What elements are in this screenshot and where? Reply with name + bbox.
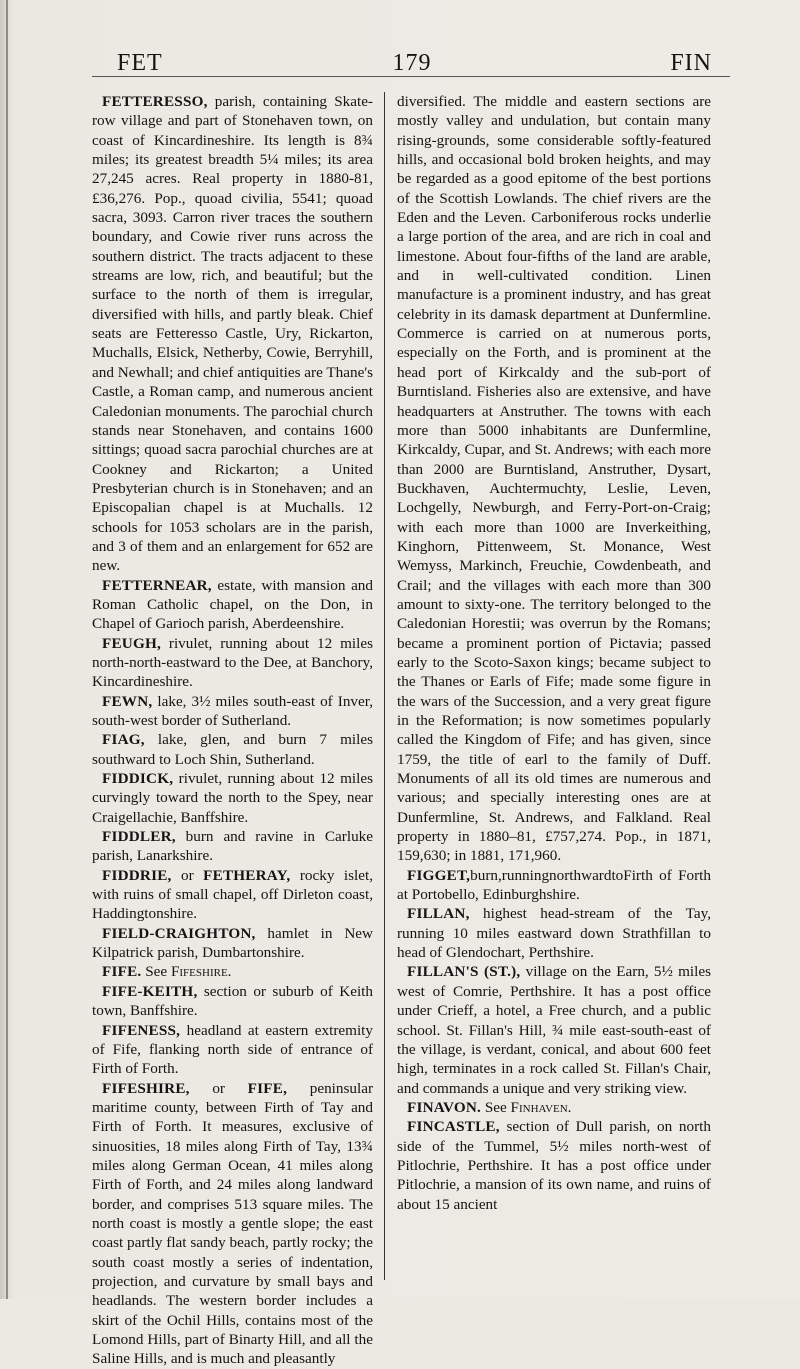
gazetteer-entry — [397, 866, 711, 905]
entry-text: village on the Earn, 5½ miles west of Comrie, Perthshire. It has a post office under Crieff, a hotel, a Free church, and a public school. St. Fillan's Hill, ¾ mile east-south-east of the village, is verdant, conical, and about 600 feet high, terminates in a rock called St. Fillan's Chair, and commands a unique and very striking view. — [397, 963, 711, 1097]
entry-cross-reference: Fifeshire. — [170, 963, 232, 981]
entry-text: diversified. The middle and eastern sections are mostly valley and undulation, but contain many rising-grounds, some considerable softly-featured hills, and occasional bold broken heights, and may be regarded as a good epitome of the best portions of the Scottish Lowlands. The chief rivers are the Eden and the Leven. Carboniferous rocks underlie a large portion of the area, and are rich in coal and limestone. About four-fifths of the land are arable, and in well-cultivated condition. Linen manufacture is a prominent industry, and has great celebrity in its damask department at Dunfermline. Commerce is carried on at numerous ports, especially on the Forth, and is prominent at the head port of Kirkcaldy and the sub-port of Burntisland. Fisheries also are extensive, and have headquarters at Anstruther. The towns with each more than 5000 inhabitants are Dunfermline, Kirkcaldy, Cupar, and St. Andrews; with each more than 2000 are Burntisland, Anstruther, Dysart, Buckhaven, Auchtermuchty, Leslie, Leven, Lochgelly, Newburgh, and Ferry-Port-on-Craig; with each more than 1000 are Inverkeithing, Kinghorn, Pittenweem, St. Monance, West Wemyss, Markinch, Freuchie, Cowdenbeath, and Crail; and the villages with each more than 300 amount to sixty-one. The territory belonged to the Caledonian Horestii; was overrun by the Romans; became a prominent portion of Pictavia; passed early to the Scoto-Saxon kings; became subject to the Thanes or Earls of Fife; made some figure in the wars of the Succession, and a very great figure in the Reformation; is now sometimes popularly called the Kingdom of Fife; and has given, since 1759, the title of earl to the family of Duff. Monuments of all its old times are numerous and various; and specially interesting ones are at Dunfermline, St. Andrews, and Falkland. Real property in 1880–81, £757,274. Pop., in 1871, 159,630; in 1881, 171,960. — [397, 93, 711, 865]
running-header — [92, 50, 732, 90]
entry-text: or — [171, 866, 204, 884]
entry-headword: FIDDRIE, — [102, 866, 172, 884]
entry-cross-reference: Finhaven. — [510, 1098, 572, 1116]
gazetteer-entry — [92, 634, 373, 692]
binding-gutter — [6, 0, 8, 1299]
gazetteer-entry — [92, 769, 373, 827]
right-column — [397, 92, 711, 1214]
entry-headword-alt: FIFE, — [247, 1079, 288, 1097]
entry-text: lake, glen, and burn 7 miles southward to Loch Shin, Sutherland. — [92, 731, 373, 768]
header-left-guide-word: FET — [117, 50, 163, 76]
gazetteer-entry — [92, 730, 373, 769]
gazetteer-entry — [92, 962, 373, 981]
entry-text: highest head-stream of the Tay, running 10 miles eastward down Strathfillan to head of Glendochart, Perthshire. — [397, 905, 711, 962]
gazetteer-entry — [92, 827, 373, 866]
entry-headword: FIGGET, — [407, 866, 471, 884]
entry-headword: FIFE-KEITH, — [102, 982, 198, 1000]
entry-text: parish, containing Skate-row village and part of Stonehaven town, on coast of Kincardineshire. Its length is 8¾ miles; its greatest breadth 5¼ miles; its area 27,245 acres. Real property in 1880-81, £36,276. Pop., quoad civilia, 5541; quoad sacra, 3093. Carron river traces the southern boundary, and Cowie river runs across the southern district. The tracts adjacent to these streams are low, rich, and beautiful; but the surface to the north of them is irregular, diversified with hills, and partly bleak. Chief seats are Fetteresso Castle, Ury, Rickarton, Muchalls, Elsick, Netherby, Cowie, Berryhill, and Newhall; and chief antiquities are Thane's Castle, a Roman camp, and numerous ancient Caledonian monuments. The parochial church stands near Stonehaven, and contains 1600 sittings; quoad sacra parochial churches are at Cookney and Rickarton; a United Presbyterian church is in Stonehaven; and an Episcopalian chapel is at Muchalls. 12 schools for 1053 scholars are in the parish, and 3 of them and an enlargement for 652 are new. — [92, 93, 373, 575]
entry-text: rivulet, running about 12 miles north-north-eastward to the Dee, at Banchory, Kincardineshire. — [92, 634, 373, 691]
entry-text: section or suburb of Keith town, Banffshire. — [92, 982, 373, 1020]
entry-headword: FINAVON. — [407, 1098, 482, 1116]
gazetteer-entry — [397, 904, 711, 962]
entry-headword: FIAG, — [102, 731, 145, 749]
entry-text: burn,runningnorthwardtoFirth of Forth at Portobello, Edinburghshire. — [397, 866, 711, 904]
entry-headword: FIELD-CRAIGHTON, — [102, 924, 256, 942]
entry-continuation — [397, 92, 711, 866]
gazetteer-entry — [397, 1098, 711, 1117]
entry-text: lake, 3½ miles south-east of Inver, south-west border of Sutherland. — [92, 692, 373, 729]
header-right-guide-word: FIN — [670, 50, 712, 76]
gazetteer-entry — [92, 692, 373, 731]
entry-headword: FILLAN, — [407, 905, 470, 923]
entry-text: estate, with mansion and Roman Catholic chapel, on the Don, in Chapel of Garioch parish, Aberdeenshire. — [92, 576, 373, 633]
gazetteer-entry — [397, 1117, 711, 1214]
entry-text: burn and ravine in Carluke parish, Lanarkshire. — [92, 828, 373, 865]
entry-text: headland at eastern extremity of Fife, flanking north side of entrance of Firth of Forth. — [92, 1021, 373, 1078]
entry-text: rocky islet, with ruins of small chapel, off Dirleton coast, Haddingtonshire. — [92, 866, 374, 923]
entry-headword: FIFE. — [102, 963, 142, 981]
entry-headword: FILLAN'S (ST.), — [407, 963, 521, 981]
gazetteer-entry — [92, 576, 373, 634]
entry-headword: FEUGH, — [102, 634, 161, 652]
entry-headword: FEWN, — [102, 692, 153, 710]
gazetteer-entry — [92, 866, 373, 924]
page-number: 179 — [392, 50, 432, 76]
entry-headword: FINCASTLE, — [407, 1118, 500, 1136]
gazetteer-entry — [92, 1021, 373, 1079]
entry-headword: FETTERESSO, — [102, 93, 208, 110]
entry-headword: FIDDICK, — [102, 770, 174, 788]
entry-headword: FIFENESS, — [102, 1021, 181, 1039]
header-rule — [92, 76, 730, 77]
column-divider — [384, 92, 385, 1280]
entry-text: See — [141, 963, 171, 981]
entry-text: or — [189, 1079, 248, 1097]
left-column — [92, 92, 373, 1369]
gazetteer-entry — [92, 982, 373, 1021]
gazetteer-entry — [92, 1079, 373, 1369]
entry-headword: FIDDLER, — [102, 828, 176, 846]
entry-text: See — [481, 1098, 511, 1116]
gazetteer-entry — [397, 962, 711, 1097]
entry-text: rivulet, running about 12 miles curvingly toward the north to the Spey, near Craigellachie, Banffshire. — [92, 770, 373, 826]
entry-text: section of Dull parish, on north side of the Tummel, 5½ miles north-west of Pitlochrie, Perthshire. It has a post office under Pitlochrie, a mansion of its own name, and ruins of about 15 ancient — [397, 1118, 711, 1213]
gazetteer-entry — [92, 924, 373, 963]
entry-headword: FETTERNEAR, — [102, 576, 212, 594]
entry-headword-alt: FETHERAY, — [203, 866, 291, 884]
entry-text: peninsular maritime county, between Firth of Tay and Firth of Forth. It measures, exclusive of sinuosities, 18 miles along Firth of Tay, 13¾ miles along German Ocean, 41 miles along Firth of Forth, and 24 miles along landward border, and comprises 513 square miles. The north coast is mostly a gentle slope; the east coast partly flat sandy beach, partly rocky; the south coast mostly a series of indentation, projection, and curvature by small bays and headlands. The western border includes a skirt of the Ochil Hills, contains most of the Lomond Hills, part of Binarty Hill, and all the Saline Hills, and is much and pleasantly — [92, 1079, 374, 1368]
entry-headword: FIFESHIRE, — [102, 1079, 190, 1097]
gazetteer-entry — [92, 92, 373, 576]
entry-text: hamlet in New Kilpatrick parish, Dumbartonshire. — [92, 924, 373, 962]
